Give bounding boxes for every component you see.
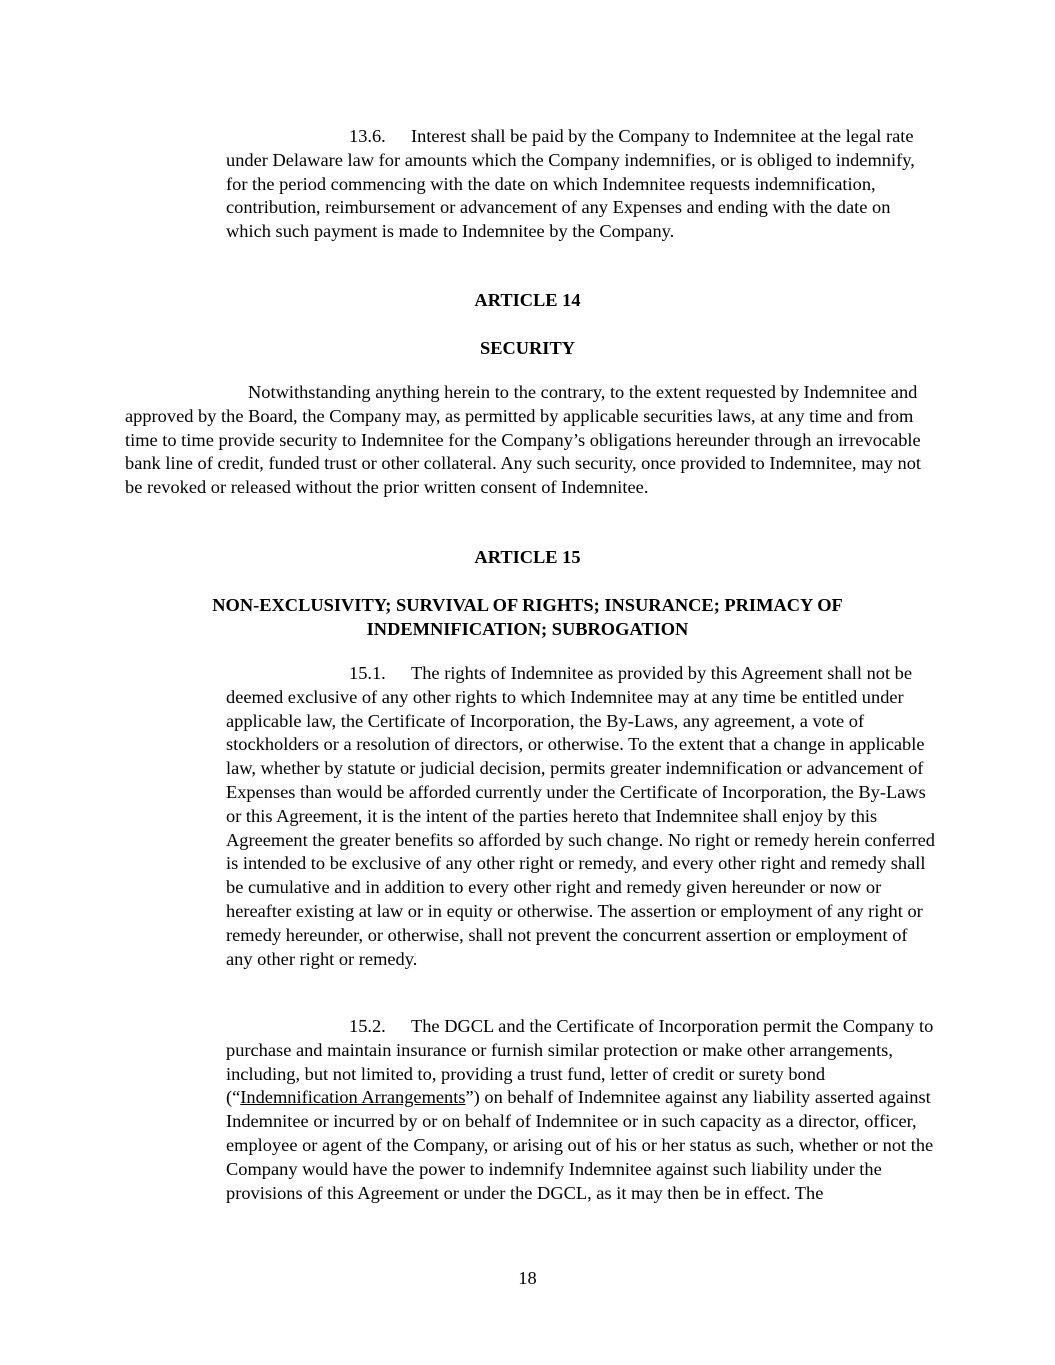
section-13-6-text: Interest shall be paid by the Company to Indemnitee at the legal rate under Delaware law for amounts which the Company indemnifies, or is obliged to indemnify, for the period commencing with the date on which Indemnitee requests indemnification, contribution, reimbursement or advancement of any Expenses and ending with the date on which such payment is made to Indemnitee by the Company. (226, 126, 915, 242)
article-15-title-line-1: NON-EXCLUSIVITY; SURVIVAL OF RIGHTS; INSURANCE; PRIMACY OF (212, 595, 843, 615)
article-14-title: SECURITY (479, 338, 576, 358)
section-15-2-paragraph (226, 1015, 936, 1205)
section-15-2-text-before: The DGCL and the Certificate of Incorporation permit the Company to purchase and maintain insurance or furnish similar protection or make other arrangements, including, but not limited to, providing a trust fund, letter of credit or surety bond (“ (226, 1016, 934, 1108)
article-15-heading: ARTICLE 15 (474, 547, 581, 567)
article-14-body: Notwithstanding anything herein to the contrary, to the extent requested by Indemnitee and approved by the Board, the Company may, as permitted by applicable securities laws, at any time and from time to time provide security to Indemnitee for the Company’s obligations hereunder through an irrevocable bank line of credit, funded trust or other collateral. Any such security, once provided to Indemnitee, may not be revoked or released without the prior written consent of Indemnitee. (125, 382, 922, 498)
defined-term-indemnification-arrangements: Indemnification Arrangements (240, 1087, 466, 1108)
section-15-1-text: The rights of Indemnitee as provided by this Agreement shall not be deemed exclusive of any other rights to which Indemnitee may at any time be entitled under applicable law, the Certificate of Incorporation, the By-Laws, any agreement, a vote of stockholders or a resolution of directors, or otherwise. To the extent that a change in applicable law, whether by statute or judicial decision, permits greater indemnification or advancement of Expenses than would be afforded currently under the Certificate of Incorporation, the By-Laws or this Agreement, it is the intent of the parties hereto that Indemnitee shall enjoy by this Agreement the greater benefits so afforded by such change. No right or remedy herein conferred is intended to be exclusive of any other right or remedy, and every other right and remedy shall be cumulative and in addition to every other right and remedy given hereunder or now or hereafter existing at law or in equity or otherwise. The assertion or employment of any right or remedy hereunder, or otherwise, shall not prevent the concurrent assertion or employment of any other right or remedy. (226, 663, 935, 969)
page-number: 18 (518, 1268, 537, 1288)
section-15-1-paragraph (226, 662, 936, 971)
section-13-6-number: 13.6. (349, 126, 386, 146)
section-15-2-number: 15.2. (349, 1016, 386, 1036)
article-15-title (125, 594, 930, 642)
section-13-6-paragraph (226, 125, 936, 244)
section-15-1-number: 15.1. (349, 663, 386, 683)
article-14-heading: ARTICLE 14 (474, 290, 581, 310)
section-15-2-text-after: ”) on behalf of Indemnitee against any liability asserted against Indemnitee or incurred by or on behalf of Indemnitee or in such capacity as a director, officer, employee or agent of the Company, or arising out of his or her status as such, whether or not the Company would have the power to indemnify Indemnitee against such liability under the provisions of this Agreement or under the DGCL, as it may then be in effect. The (226, 1087, 934, 1203)
article-15-title-line-2: INDEMNIFICATION; SUBROGATION (366, 618, 689, 639)
